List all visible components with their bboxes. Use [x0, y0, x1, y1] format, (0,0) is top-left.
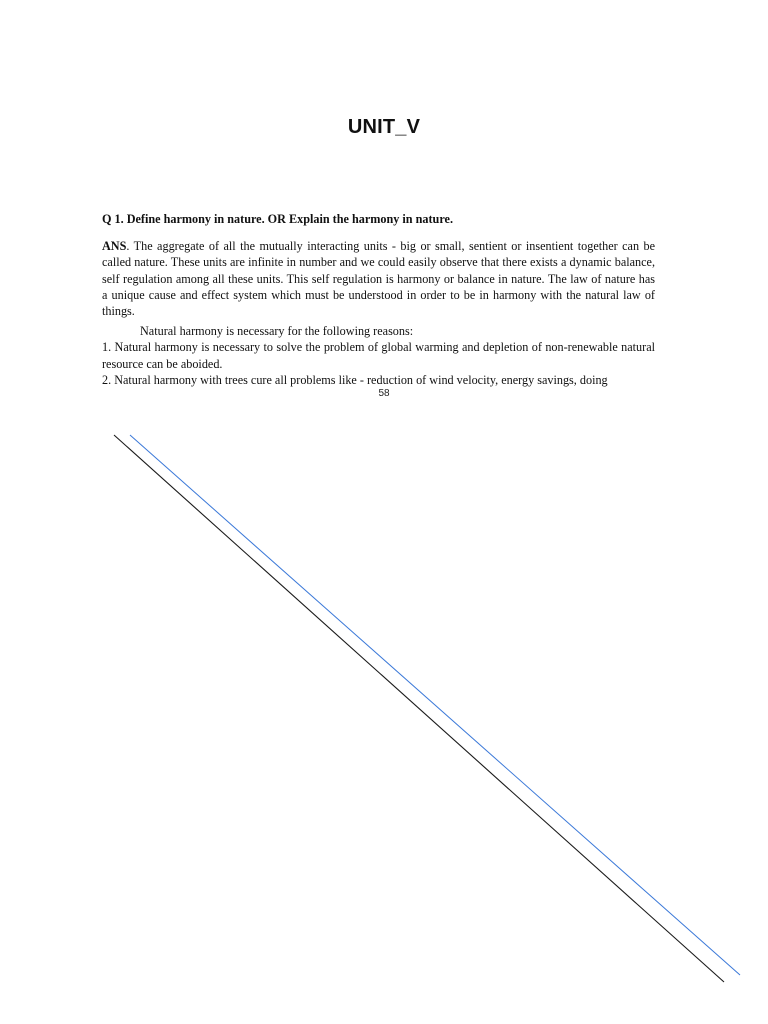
- answer-label: ANS: [102, 239, 127, 254]
- reason-item-2: 2. Natural harmony with trees cure all problems like - reduction of wind velocity, energy savings, doing: [102, 372, 608, 387]
- page-number: 58: [378, 388, 390, 399]
- unit-title: UNIT_V: [347, 116, 421, 138]
- reason-item-1: 1. Natural harmony is necessary to solve the problem of global warming and depletion of non-renewable natural resource can be aboided.: [102, 340, 655, 371]
- answer-body: . The aggregate of all the mutually interacting units - big or small, sentient or insentient together can be called nature. These units are infinite in number and we could easily observe that there exists a dynamic balance, self regulation among all these units. This self regulation is harmony or balance in nature. The law of nature has a unique cause and effect system which must be understood in order to be in harmony with the natural law of things.: [102, 239, 655, 319]
- diagonal-line-dark: [114, 435, 724, 982]
- diagonal-line-blue: [130, 435, 740, 975]
- question-heading: Q 1. Define harmony in nature. OR Explain the harmony in nature.: [102, 212, 453, 226]
- reasons-intro: Natural harmony is necessary for the following reasons:: [140, 324, 414, 339]
